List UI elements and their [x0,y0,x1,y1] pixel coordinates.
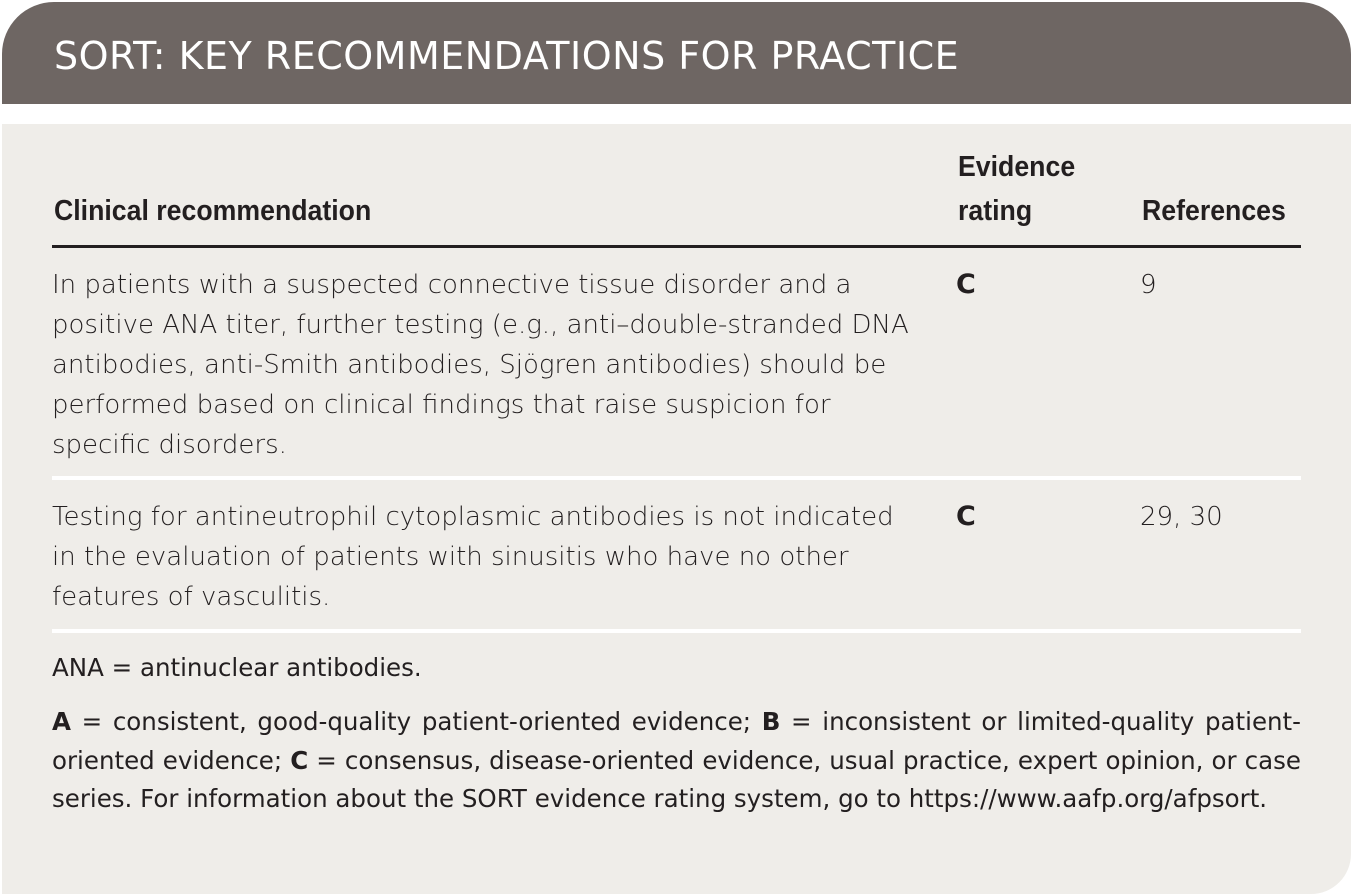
row-divider [52,476,1301,480]
header-divider [52,245,1301,248]
table-row-2-rating: C [956,501,976,532]
title-banner [2,2,1351,104]
abbreviation-note: ANA = antinuclear antibodies. [52,653,422,682]
table-row-2-recommendation: Testing for antineutrophil cytoplasmic antibodies is not indicated in the evaluation of patients with sinusitis who have no other features of vasculitis. [52,502,894,612]
table-row-1-references: 9 [1140,270,1157,300]
column-header-recommendation: Clinical recommendation [54,195,372,227]
legend-text-c: = consensus, disease-oriented evidence, usual practice, expert opinion, or case series. For information about the SORT evidence rating system, go to https://www.aafp.org/afpsort. [52,745,1302,813]
column-header-evidence-line2: rating [958,195,1033,227]
table-row-1-rating: C [956,269,976,300]
legend-text-a: = consistent, good-quality patient-oriented evidence; [70,707,762,736]
legend-text-b: = inconsistent or limited-quality patient-oriented evidence; [52,707,1301,775]
legend-key-b: B [761,707,781,736]
legend-key-a: A [52,707,71,736]
page-title: SORT: KEY RECOMMENDATIONS FOR PRACTICE [54,34,960,78]
table-row-1-recommendation: In patients with a suspected connective tissue disorder and a positive ANA titer, further testing (e.g., anti–double-stranded DNA antibodies, anti-Smith antibodies, Sjögren antibodies) should be performed based on clinical findings that raise suspicion for specific disorders. [52,270,909,460]
column-header-evidence-rating [958,145,1075,233]
table-bottom-divider [52,629,1301,633]
column-header-evidence-line1: Evidence [958,151,1076,183]
evidence-legend [52,703,1301,819]
column-header-references: References [1142,195,1286,227]
table-row-2-references: 29, 30 [1140,502,1223,532]
legend-key-c: C [290,745,309,775]
